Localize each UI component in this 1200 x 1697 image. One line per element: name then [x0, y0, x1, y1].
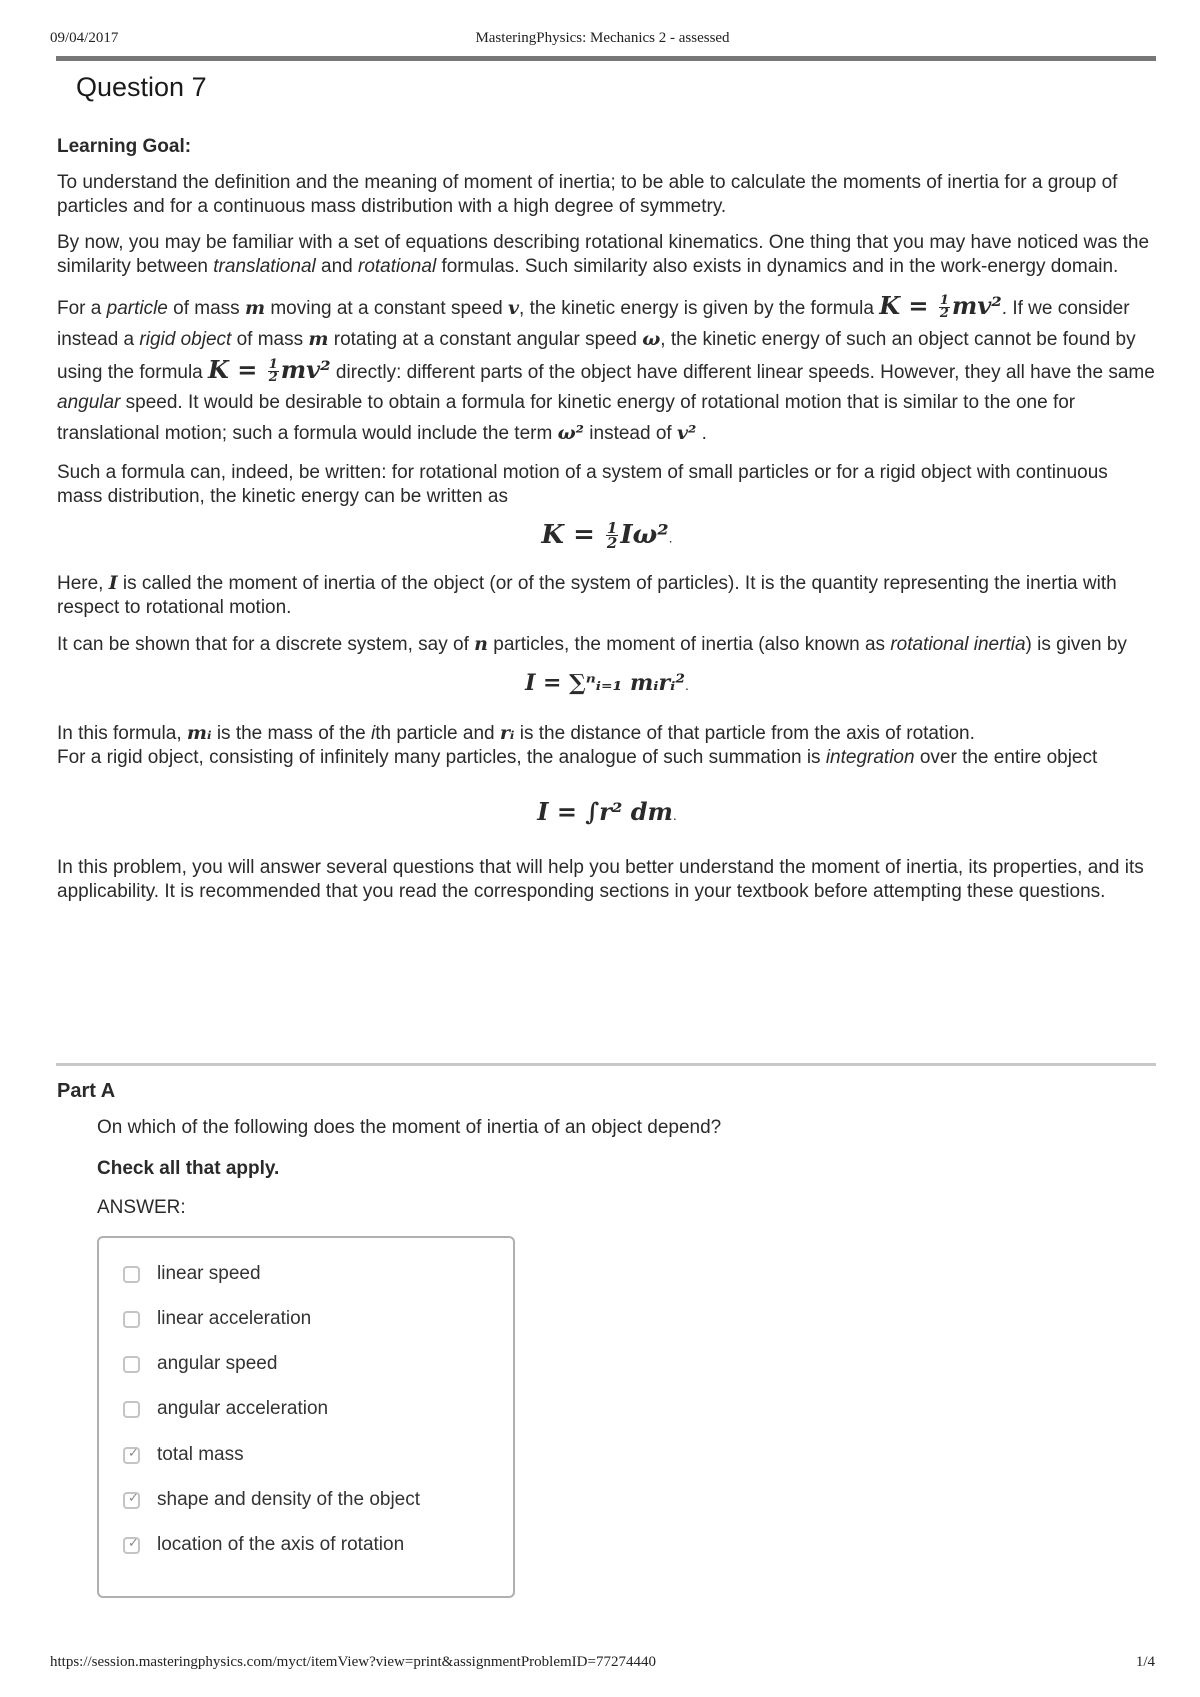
- math-i: I: [108, 572, 118, 594]
- text-span: For a rigid object, consisting of infinitely many particles, the analogue of such summation is: [57, 747, 826, 768]
- math-mv2: mv²: [951, 291, 1002, 320]
- option-axis-location[interactable]: [123, 1530, 404, 1560]
- part-a-title: Part A: [57, 1080, 116, 1102]
- fraction: [606, 521, 618, 550]
- math-integral: I = ∫r² dm: [537, 797, 673, 826]
- math-v: v: [508, 297, 520, 319]
- question-title: Question 7: [76, 72, 207, 102]
- math-k: K: [541, 519, 565, 550]
- math-omega: ω: [642, 328, 661, 350]
- header-divider: [56, 56, 1156, 61]
- intro-paragraph-7: In this problem, you will answer several questions that will help you better understand the moment of inertia, its properties, and its applicability. It is recommended that you read the corresponding sections in your textbook before attempting these questions.: [57, 857, 1144, 902]
- text-span: is the mass of the: [211, 723, 372, 744]
- math-mi: mᵢ: [186, 722, 212, 744]
- option-total-mass[interactable]: [123, 1440, 244, 1470]
- frac-den: 2: [606, 534, 618, 552]
- text-span: over the entire object: [914, 747, 1098, 768]
- checkbox-checked[interactable]: [123, 1492, 140, 1509]
- math-v-squared: v²: [676, 422, 697, 444]
- text-span: rotational: [358, 256, 437, 277]
- fraction: [268, 359, 279, 384]
- intro-paragraph-2: [57, 291, 1157, 449]
- math-n: n: [474, 633, 488, 655]
- page-number: 1/4: [1135, 1654, 1155, 1670]
- math-k: K: [208, 355, 229, 384]
- math-i-omega2: Iω²: [620, 519, 669, 550]
- checkbox[interactable]: [123, 1356, 140, 1373]
- text-span: .: [696, 423, 707, 444]
- text-span: translational: [213, 256, 316, 277]
- text-span: rotating at a constant angular speed: [328, 329, 643, 350]
- discrete-inertia-equation: [57, 671, 1157, 705]
- text-span: instead of: [584, 423, 677, 444]
- text-span: speed. It would be desirable to obtain a formula for kinetic energy of rotational motion that is similar to the one for translational motion; such a formula would include the term: [57, 392, 1076, 444]
- intro-paragraph-4: [57, 571, 1157, 620]
- math-discrete-sum: I = ∑ⁿᵢ₌₁ mᵢrᵢ²: [525, 670, 685, 696]
- print-date: 09/04/2017: [50, 30, 119, 46]
- check-icon: ✓: [128, 1535, 139, 1551]
- text-span: i: [371, 723, 376, 744]
- checkbox[interactable]: [123, 1401, 140, 1418]
- intro-paragraph-5: [57, 632, 1157, 657]
- text-span: By now, you may be familiar with a set of equations describing rotational kinematics. One thing that you may have noticed was the similarity between: [57, 232, 1150, 277]
- math-k: K: [879, 291, 901, 320]
- text-span: th particle and: [375, 723, 500, 744]
- text-span: rotational inertia: [890, 634, 1026, 655]
- text-span: ) is given by: [1025, 634, 1127, 655]
- checkbox[interactable]: [123, 1311, 140, 1328]
- text-span: of mass: [167, 298, 245, 319]
- part-divider: [56, 1063, 1156, 1066]
- text-span: formulas. Such similarity also exists in dynamics and in the work-energy domain.: [436, 256, 1119, 277]
- integral-inertia-equation: [57, 797, 1157, 834]
- period: .: [668, 529, 673, 546]
- problem-intro: [57, 135, 1157, 916]
- text-span: In this formula,: [57, 723, 187, 744]
- text-span: moving at a constant speed: [265, 298, 508, 319]
- text-span: particle: [106, 298, 168, 319]
- math-m: m: [308, 328, 329, 350]
- frac-den: 2: [939, 306, 949, 321]
- option-label: linear speed: [157, 1263, 261, 1284]
- text-span: rigid object: [139, 329, 232, 350]
- text-span: It can be shown that for a discrete system, say of: [57, 634, 475, 655]
- text-span: is the distance of that particle from the axis of rotation.: [514, 723, 975, 744]
- intro-paragraph-3: Such a formula can, indeed, be written: for rotational motion of a system of small particles or for a rigid object with continuous mass distribution, the kinetic energy can be written as: [57, 462, 1108, 507]
- frac-den: 2: [268, 370, 278, 385]
- check-icon: ✓: [128, 1490, 139, 1506]
- print-title: MasteringPhysics: Mechanics 2 - assessed: [475, 30, 730, 46]
- option-angular-speed[interactable]: [123, 1349, 277, 1379]
- text-span: of mass: [231, 329, 309, 350]
- option-label: linear acceleration: [157, 1308, 312, 1329]
- ke-rotational-equation: K = $\frac{1}{2}$ Iω².: [541, 519, 673, 552]
- frac-num: 1: [606, 519, 618, 537]
- part-a-prompt: On which of the following does the moment of inertia of an object depend?: [97, 1117, 722, 1138]
- option-label: shape and density of the object: [157, 1489, 421, 1510]
- option-shape-density[interactable]: [123, 1485, 420, 1515]
- text-span: integration: [825, 747, 915, 768]
- answer-label: ANSWER:: [97, 1197, 186, 1218]
- math-ri: rᵢ: [499, 722, 515, 744]
- learning-goal-text: To understand the definition and the meaning of moment of inertia; to be able to calculate the moments of inertia for a group of particles and for a continuous mass distribution with a high degree of symmetry.: [57, 172, 1118, 217]
- checkbox[interactable]: [123, 1266, 140, 1283]
- option-linear-speed[interactable]: [123, 1259, 261, 1289]
- text-span: angular: [57, 392, 121, 413]
- text-span: For a: [57, 298, 107, 319]
- part-a-instruction: Check all that apply.: [97, 1158, 280, 1179]
- text-span: . If we consider instead a: [57, 298, 1130, 350]
- print-footer: [50, 1654, 1155, 1674]
- text-span: is called the moment of inertia of the object (or of the system of particles). It is the quantity representing the inertia with respect to rotational motion.: [57, 573, 1117, 618]
- learning-goal-label: Learning Goal:: [57, 136, 192, 157]
- fraction: [939, 295, 950, 320]
- option-angular-acceleration[interactable]: [123, 1394, 328, 1424]
- math-m: m: [244, 297, 266, 319]
- period: .: [685, 677, 689, 693]
- option-label: location of the axis of rotation: [157, 1534, 405, 1555]
- check-icon: ✓: [128, 1445, 139, 1461]
- math-mv2: mv²: [280, 355, 331, 384]
- text-span: , the kinetic energy is given by the formula: [519, 298, 880, 319]
- text-span: particles, the moment of inertia (also known as: [487, 634, 891, 655]
- math-omega-squared: ω²: [557, 422, 585, 444]
- ke-translational-formula: K = $\frac{1}{2}$ mv²: [879, 291, 1002, 321]
- frac-num: 1: [939, 293, 949, 308]
- text-span: directly: different parts of the object have different linear speeds. However, they all have the same: [330, 362, 1155, 383]
- frac-num: 1: [268, 357, 278, 372]
- print-header: [50, 30, 1155, 52]
- checkbox-checked[interactable]: [123, 1447, 140, 1464]
- intro-paragraph-6: [57, 721, 1157, 770]
- ke-translational-formula: K = $\frac{1}{2}$ mv²: [208, 355, 331, 385]
- option-label: total mass: [157, 1444, 244, 1465]
- period: .: [672, 807, 677, 823]
- text-span: , the kinetic energy of such an object cannot be found by using the formula: [57, 329, 1136, 383]
- text-span: and: [315, 256, 358, 277]
- option-label: angular acceleration: [157, 1398, 329, 1419]
- answer-box: [97, 1236, 515, 1598]
- option-linear-acceleration[interactable]: [123, 1304, 311, 1334]
- intro-paragraph-1: [57, 231, 1157, 279]
- checkbox-checked[interactable]: [123, 1537, 140, 1554]
- footer-url: https://session.masteringphysics.com/myct/itemView?view=print&assignmentProblemID=77274440: [50, 1654, 656, 1670]
- option-label: angular speed: [157, 1353, 278, 1374]
- text-span: Here,: [57, 573, 109, 594]
